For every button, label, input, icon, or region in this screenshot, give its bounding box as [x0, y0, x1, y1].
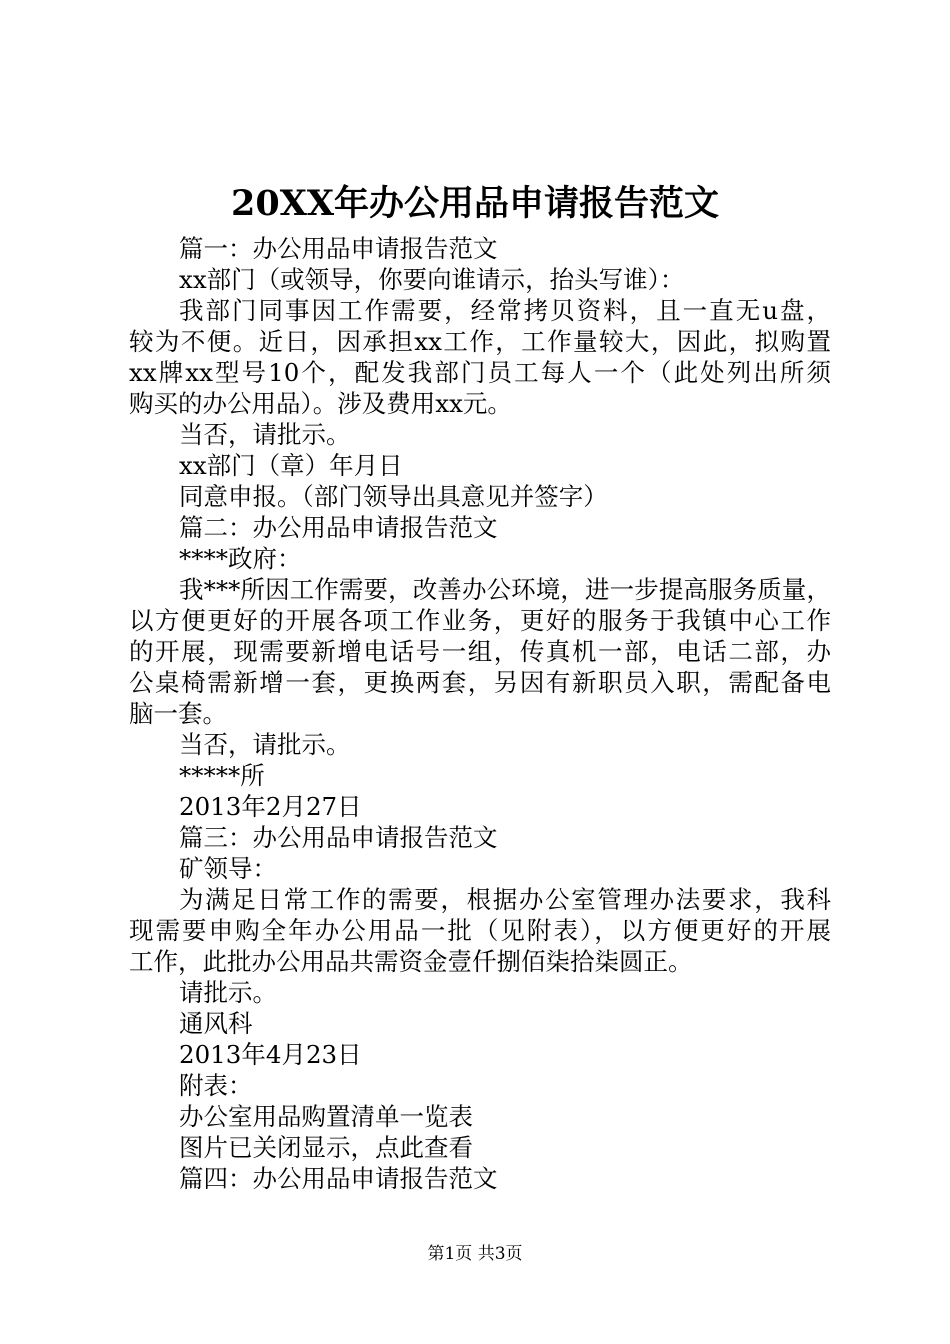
signature-line: xx部门（章）年月日 — [179, 451, 403, 480]
request-line: 请批示。 — [179, 978, 277, 1007]
document-title: 20XX年办公用品申请报告范文 — [230, 183, 720, 224]
paragraph-line: 我***所因工作需要，改善办公环境，进一步提高服务质量， — [179, 575, 831, 604]
document-body — [129, 233, 831, 1194]
salutation-line: ****政府： — [179, 544, 302, 573]
section-heading-4: 篇四：办公用品申请报告范文 — [179, 1164, 498, 1193]
paragraph-line: 购买的办公用品）。涉及费用xx元。 — [129, 389, 512, 418]
salutation-line: 矿领导： — [179, 854, 277, 883]
date-line: 2013年4月23日 — [179, 1040, 362, 1069]
paragraph-line: 我部门同事因工作需要，经常拷贝资料，且一直无u盘， — [179, 296, 831, 325]
paragraph-line: xx牌xx型号10个，配发我部门员工每人一个（此处列出所须 — [129, 358, 831, 387]
paragraph-line: 现需要申购全年办公用品一批（见附表），以方便更好的开展 — [129, 916, 831, 945]
paragraph-line: 脑一套。 — [129, 699, 227, 728]
image-hidden-link[interactable]: 图片已关闭显示，点此查看 — [179, 1133, 473, 1162]
section-heading-2: 篇二：办公用品申请报告范文 — [179, 513, 498, 542]
page-footer: 第1页 共3页 — [427, 1244, 523, 1264]
request-line: 当否，请批示。 — [179, 420, 351, 449]
approval-line: 同意申报。（部门领导出具意见并签字） — [179, 482, 608, 511]
attachment-title: 办公室用品购置清单一览表 — [179, 1102, 473, 1131]
signature-line: *****所 — [179, 761, 265, 790]
paragraph-line: 工作，此批办公用品共需资金壹仟捌佰柒拾柒圆正。 — [129, 947, 693, 976]
paragraph-line: 以方便更好的开展各项工作业务，更好的服务于我镇中心工作 — [129, 606, 831, 635]
request-line: 当否，请批示。 — [179, 730, 351, 759]
attachment-label: 附表： — [179, 1071, 253, 1100]
section-heading-3: 篇三：办公用品申请报告范文 — [179, 823, 498, 852]
date-line: 2013年2月27日 — [179, 792, 362, 821]
paragraph-line: 为满足日常工作的需要，根据办公室管理办法要求，我科 — [179, 885, 831, 914]
paragraph-line: 较为不便。近日，因承担xx工作，工作量较大，因此，拟购置 — [129, 327, 831, 356]
signature-line: 通风科 — [179, 1009, 253, 1038]
paragraph-line: 公桌椅需新增一套，更换两套，另因有新职员入职，需配备电 — [129, 668, 831, 697]
paragraph-line: 的开展，现需要新增电话号一组，传真机一部，电话二部，办 — [129, 637, 831, 666]
section-heading-1: 篇一：办公用品申请报告范文 — [179, 234, 498, 263]
salutation-line: xx部门（或领导，你要向谁请示，抬头写谁）： — [179, 265, 685, 294]
